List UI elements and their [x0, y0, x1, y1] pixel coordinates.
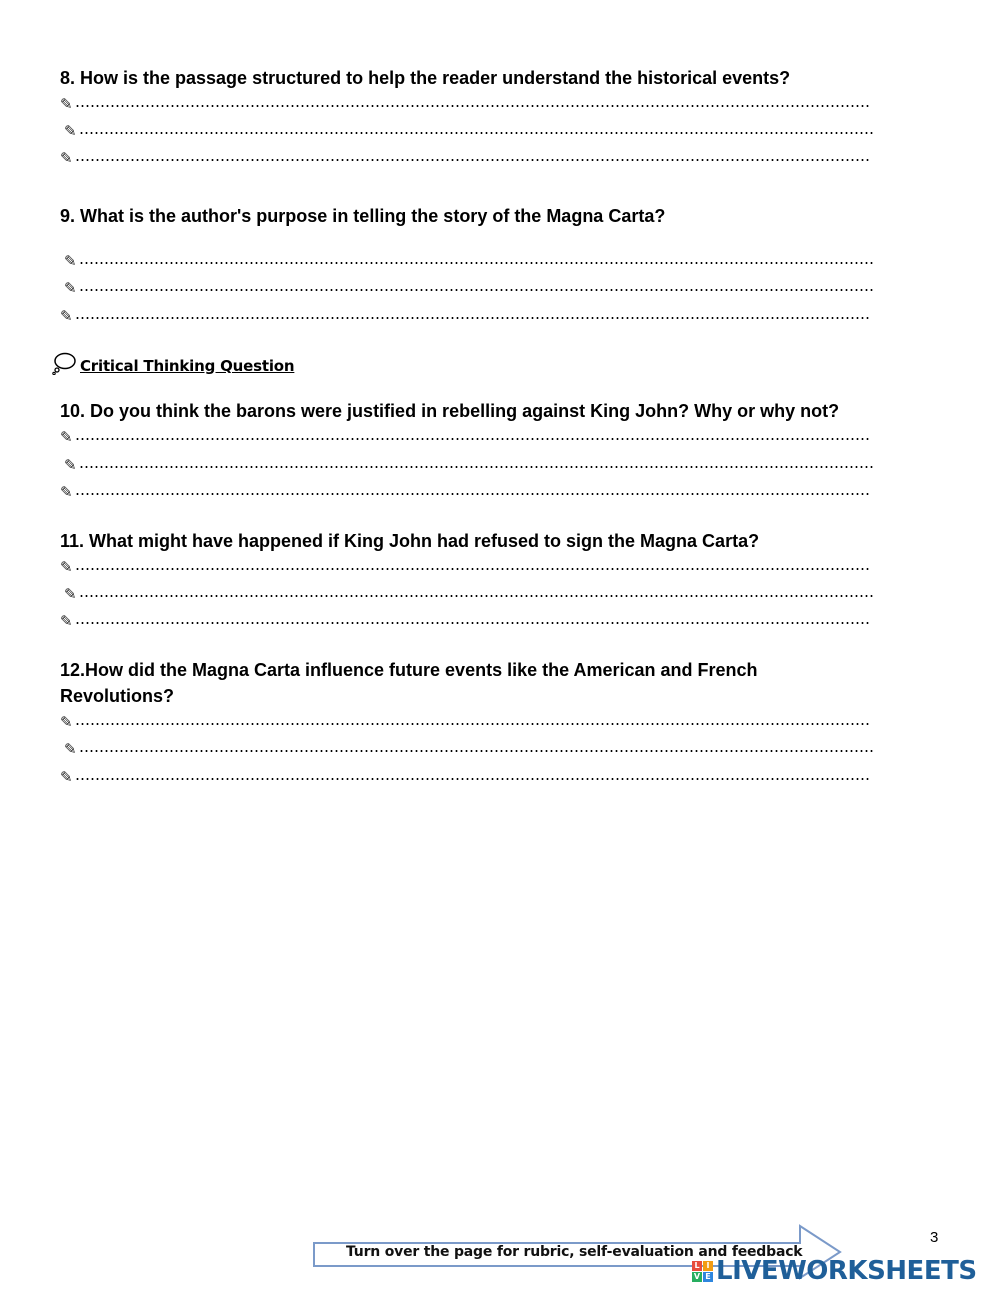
logo-letter: L [692, 1261, 702, 1271]
answer-line[interactable] [64, 738, 874, 760]
pencil-icon: ✎ [60, 95, 73, 113]
dotted-line [79, 284, 874, 292]
pencil-icon: ✎ [64, 456, 77, 474]
dotted-line [79, 257, 874, 265]
pencil-icon: ✎ [60, 768, 73, 786]
answer-line[interactable] [60, 147, 870, 169]
dotted-line [79, 127, 874, 135]
dotted-line [79, 461, 874, 469]
pencil-icon: ✎ [60, 558, 73, 576]
answer-line[interactable] [60, 556, 870, 578]
dotted-line [75, 312, 870, 320]
dotted-line [75, 100, 870, 108]
answer-line[interactable] [64, 250, 874, 272]
liveworksheets-logo [692, 1256, 977, 1286]
answer-line[interactable] [64, 120, 874, 142]
question-12: 12.How did the Magna Carta influence future events like the American and French Revolutions? [60, 660, 758, 706]
answer-line[interactable] [64, 583, 874, 605]
dotted-line [75, 154, 870, 162]
pencil-icon: ✎ [60, 428, 73, 446]
logo-letter: E [703, 1272, 713, 1282]
answer-line[interactable] [60, 426, 870, 448]
page-number: 3 [930, 1229, 939, 1246]
pencil-icon: ✎ [64, 279, 77, 297]
answer-line[interactable] [60, 610, 870, 632]
pencil-icon: ✎ [60, 713, 73, 731]
brand-name: LIVEWORKSHEETS [716, 1256, 977, 1286]
pencil-icon: ✎ [64, 740, 77, 758]
logo-letter: I [703, 1261, 713, 1271]
answer-line[interactable] [60, 711, 870, 733]
section-label: Critical Thinking Question [80, 356, 295, 375]
critical-thinking-heading [52, 351, 294, 380]
pencil-icon: ✎ [60, 149, 73, 167]
dotted-line [75, 563, 870, 571]
logo-letter: V [693, 1271, 701, 1281]
dotted-line [75, 617, 870, 625]
answer-line[interactable] [60, 305, 870, 327]
pencil-icon: ✎ [64, 122, 77, 140]
dotted-line [75, 773, 870, 781]
pencil-icon: ✎ [60, 307, 73, 325]
answer-line[interactable] [60, 481, 870, 503]
dotted-line [75, 433, 870, 441]
dotted-line [75, 488, 870, 496]
pencil-icon: ✎ [64, 585, 77, 603]
answer-line[interactable] [60, 93, 870, 115]
dotted-line [75, 718, 870, 726]
thought-bubble-icon [52, 351, 76, 380]
answer-line[interactable] [64, 277, 874, 299]
logo-mark [692, 1261, 713, 1282]
question-9: 9. What is the author's purpose in telling the story of the Magna Carta? [60, 206, 666, 226]
question-8: 8. How is the passage structured to help the reader understand the historical events? [60, 68, 791, 88]
pencil-icon: ✎ [60, 612, 73, 630]
dotted-line [79, 590, 874, 598]
dotted-line [79, 745, 874, 753]
question-10: 10. Do you think the barons were justified in rebelling against King John? Why or why not? [60, 401, 840, 421]
pencil-icon: ✎ [64, 252, 77, 270]
footer-note: Turn over the page for rubric, self-evaluation and feedback [346, 1244, 803, 1260]
answer-line[interactable] [60, 766, 870, 788]
question-11: 11. What might have happened if King John had refused to sign the Magna Carta? [60, 531, 760, 551]
answer-line[interactable] [64, 454, 874, 476]
pencil-icon: ✎ [60, 483, 73, 501]
